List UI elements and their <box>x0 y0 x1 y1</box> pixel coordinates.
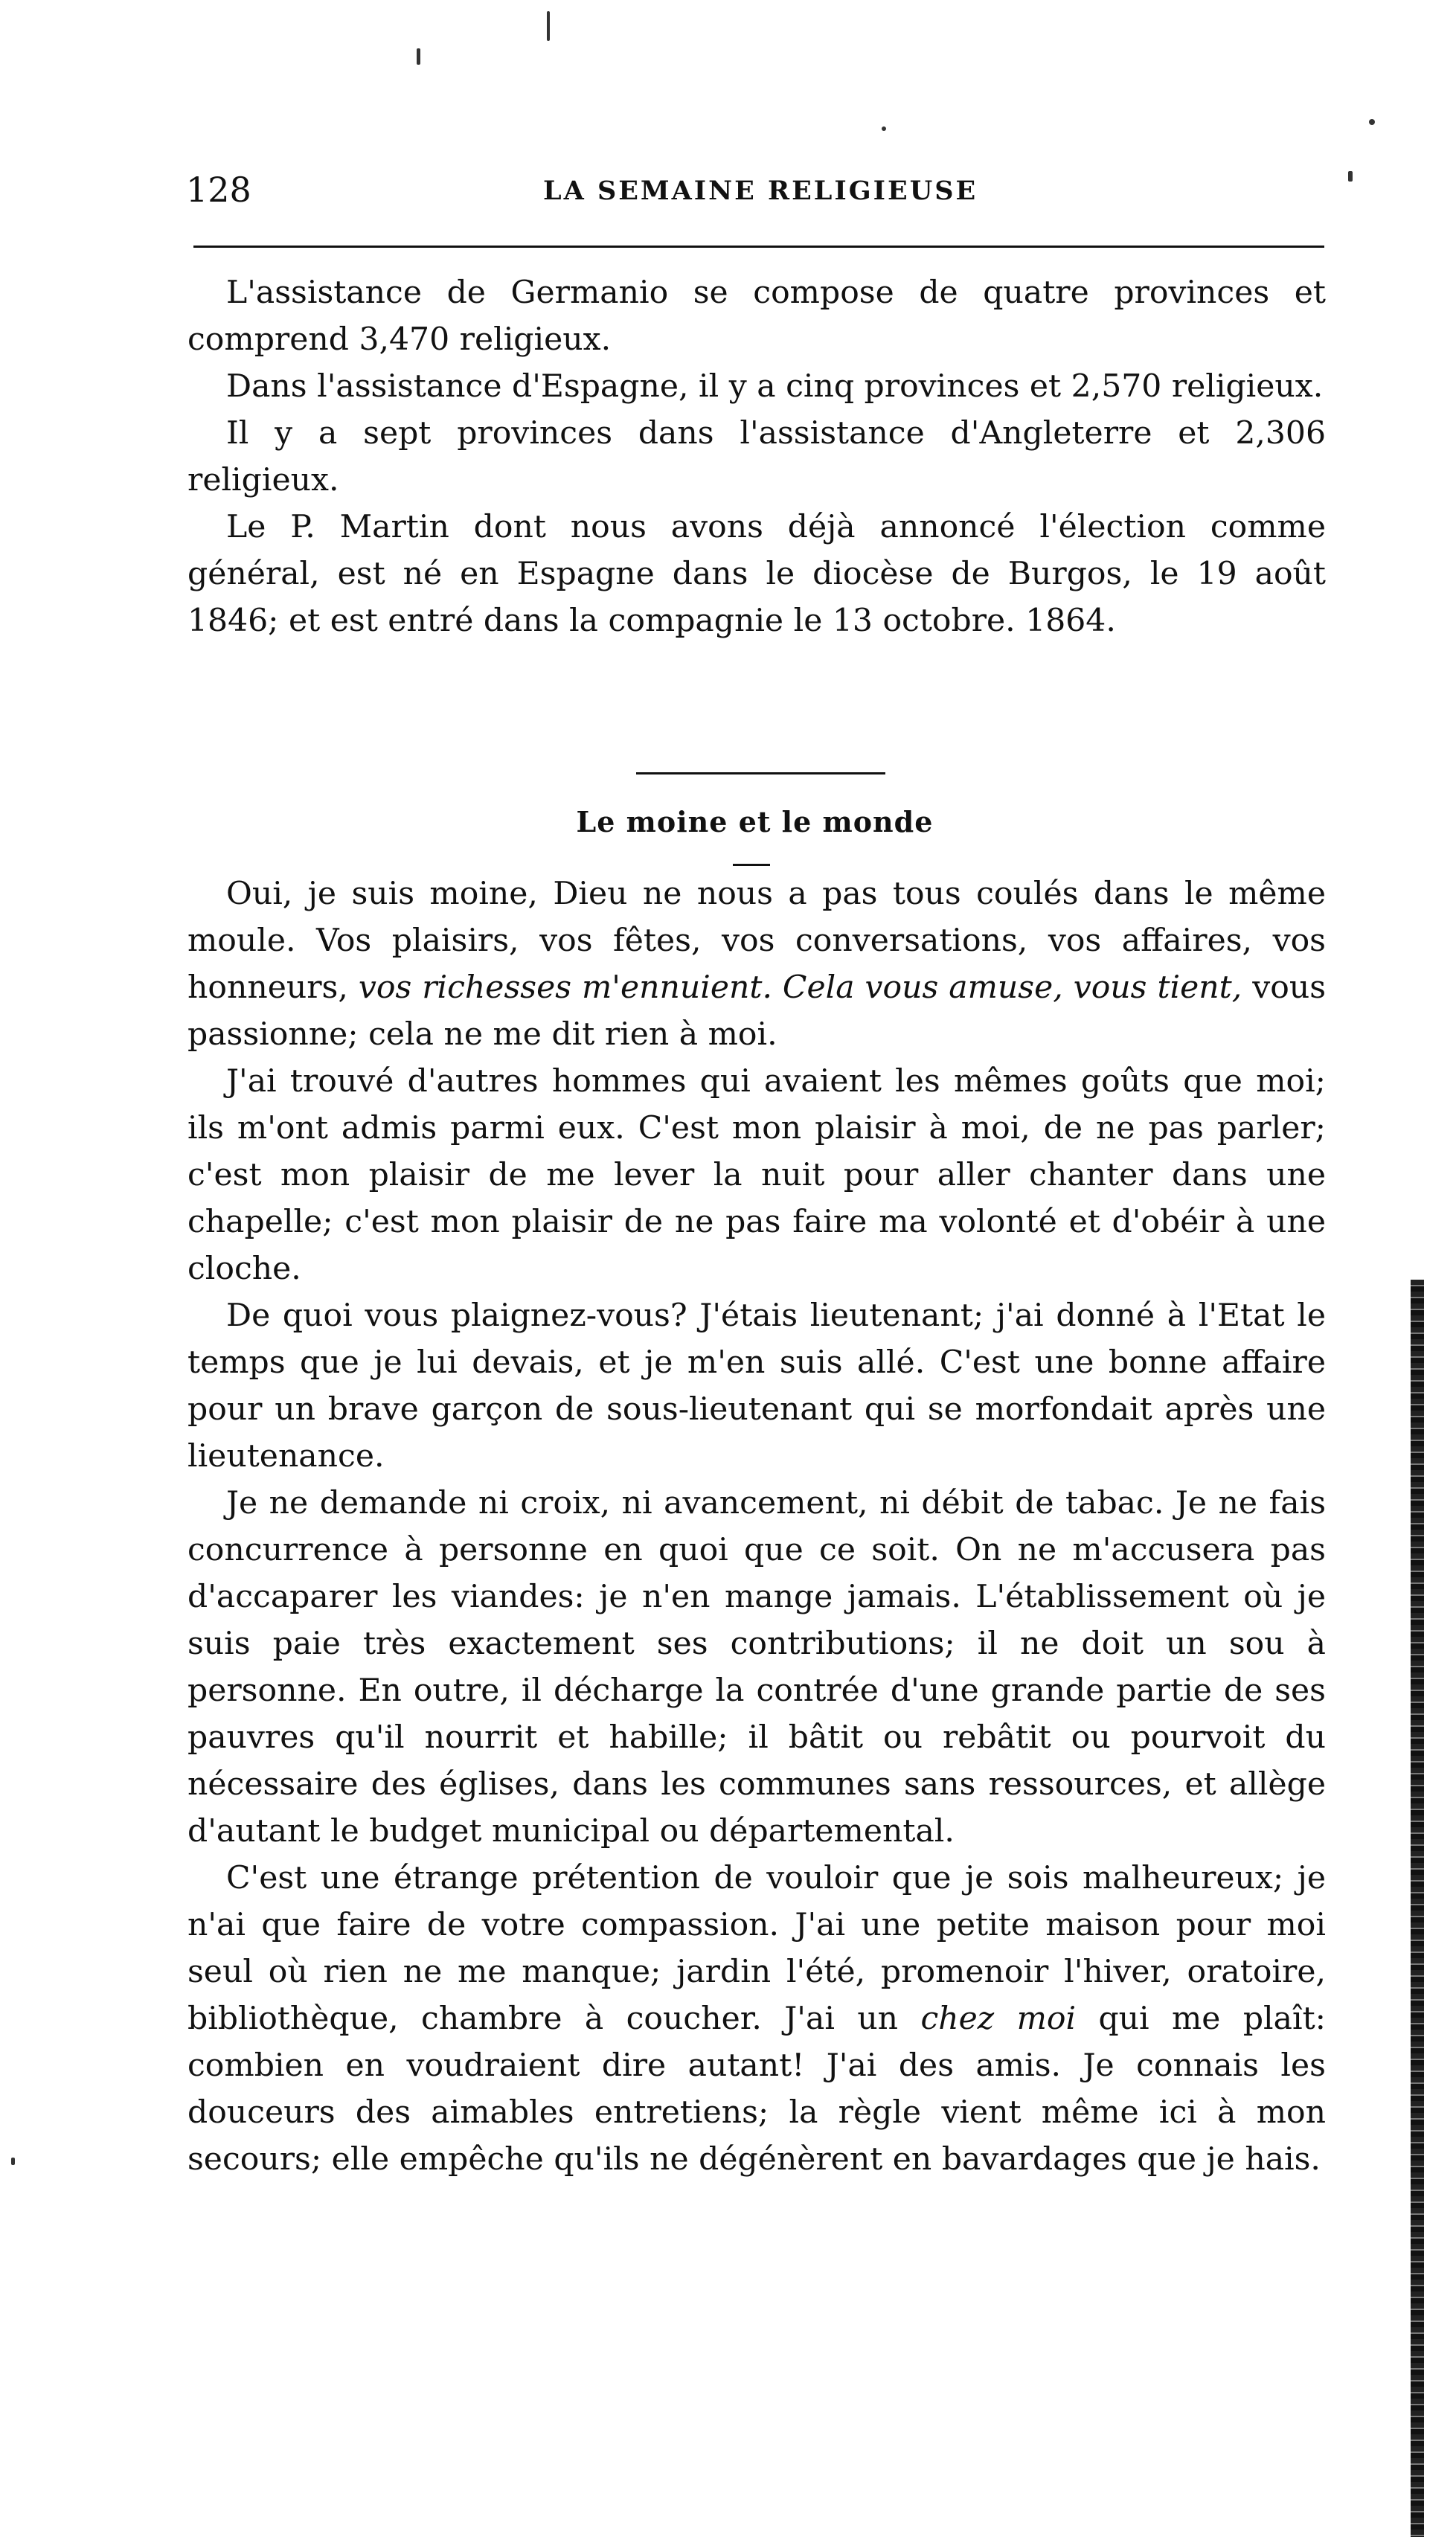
paragraph-3: De quoi vous plaignez-vous? J'étais lieutenant; j'ai donné à l'Etat le temps que je lui devais, et je m'en suis allé. C'est une bonne affaire pour un brave garçon de sous-lieutenant qui se morfondait après une lieutenance. <box>187 1298 1326 1475</box>
running-header <box>186 167 1324 219</box>
scan-speck <box>547 11 550 41</box>
paragraph-1 <box>187 870 1326 1058</box>
paragraph-1-italic: vos richesses m'ennuient. Cela vous amuse, vous tient, <box>358 969 1242 1006</box>
article-body <box>187 870 1326 2183</box>
header-rule <box>193 246 1324 248</box>
scan-speck <box>11 2158 15 2165</box>
binding-edge-shadow <box>1411 1280 1424 2537</box>
section-title <box>0 804 1456 841</box>
news-block <box>187 269 1326 644</box>
running-title: LA SEMAINE RELIGIEUSE <box>543 176 978 206</box>
paragraph-2: J'ai trouvé d'autres hommes qui avaient les mêmes goûts que moi; ils m'ont admis parmi eux. C'est mon plaisir à moi, de ne pas parler; c'est mon plaisir de me lever la nuit pour aller chanter dans une chapelle; c'est mon plaisir de ne pas faire ma volonté et d'obéir à une cloche. <box>187 1063 1326 1287</box>
paragraph-england: Il y a sept provinces dans l'assistance d'Angleterre et 2,306 religieux. <box>187 415 1326 498</box>
title-dash <box>733 864 770 866</box>
scan-speck <box>1369 119 1375 125</box>
scan-speck <box>882 126 886 131</box>
paragraph-5-italic: chez moi <box>920 2001 1077 2037</box>
section-title-text: Le moine et le monde <box>576 805 934 838</box>
paragraph-spain: Dans l'assistance d'Espagne, il y a cinq provinces et 2,570 religieux. <box>226 368 1324 405</box>
paragraph-4: Je ne demande ni croix, ni avancement, ni débit de tabac. Je ne fais concurrence à personne en quoi que ce soit. On ne m'accusera pas d'accaparer les viandes: je n'en mange jamais. L'établissement où je suis paie très exactement ses contributions; il ne doit un sou à personne. En outre, il décharge la contrée d'une grande partie de ses pauvres qu'il nourrit et habille; il bâtit ou rebâtit ou pourvoit du nécessaire des églises, dans les communes sans ressources, et allège d'autant le budget municipal ou départemental. <box>187 1485 1326 1850</box>
paragraph-martin: Le P. Martin dont nous avons déjà annoncé l'élection comme général, est né en Espagne dans le diocèse de Burgos, le 19 août 1846; et est entré dans la compagnie le 13 octobre. 1864. <box>187 509 1326 639</box>
paragraph-1-end: vous passionne; cela ne me dit rien à moi. <box>187 969 1327 1053</box>
scan-speck <box>1348 171 1353 182</box>
paragraph-5 <box>187 1855 1326 2183</box>
scan-speck <box>417 48 420 65</box>
section-separator <box>636 772 885 774</box>
paragraph-5-end: qui me plaît: combien en voudraient dire autant! J'ai des amis. Je connais les douceurs des aimables entretiens; la règle vient même ici à mon secours; elle empêche qu'ils ne dégénèrent en bavardages que je hais. <box>187 2001 1326 2178</box>
paragraph-germany: L'assistance de Germanio se compose de quatre provinces et comprend 3,470 religieux. <box>187 275 1326 358</box>
page-number: 128 <box>186 170 251 210</box>
paragraph-1-start: Oui, je suis moine, Dieu ne nous a pas tous coulés dans le même moule. Vos plaisirs, vos fêtes, vos conversations, vos affaires, vos honneurs, <box>187 876 1326 1006</box>
paragraph-5-start: C'est une étrange prétention de vouloir que je sois malheureux; je n'ai que faire de votre compassion. J'ai une petite maison pour moi seul où rien ne me manque; jardin l'été, promenoir l'hiver, oratoire, bibliothèque, chambre à coucher. J'ai un <box>187 1860 1326 2037</box>
